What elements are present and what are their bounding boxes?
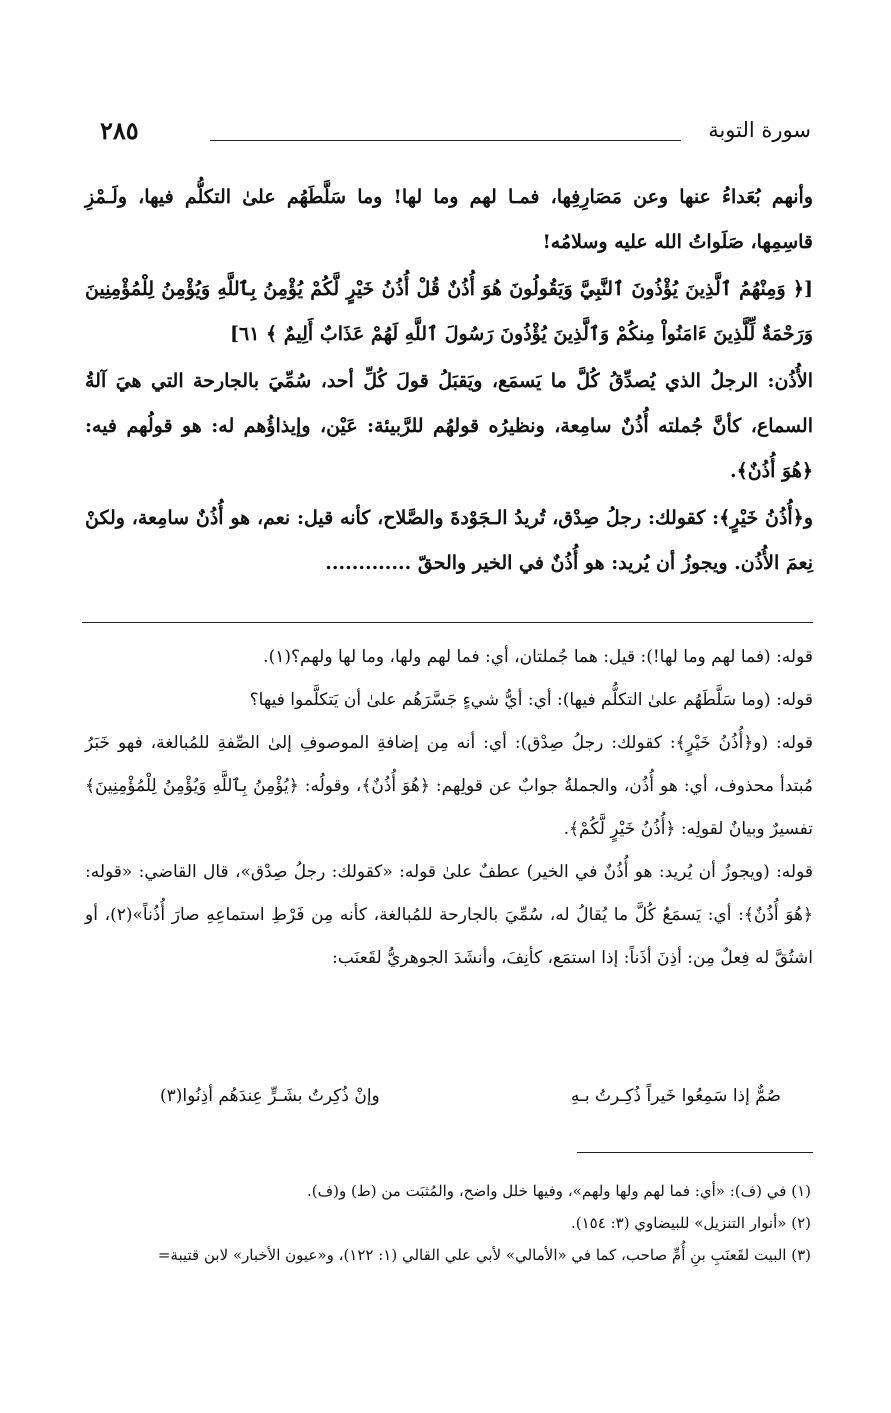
poem-hemistich-1: صُمٌّ إذا سَمِعُوا خَيراً ذُكِـرتُ بـهِ	[570, 1086, 781, 1106]
commentary-paragraph-3: قوله: (و﴿أُذُنُ خَيْرٍ﴾: كقولك: رجلُ صِدْق): أي: أنه مِن إضافةِ الموصوفِ إلىٰ الصِّفةِ للمُبالغة، فهو خَبَرُ مُبتدأ محذوف، أي: هو أُذُن، والجملةُ جوابٌ عن قولِهم: ﴿هُوَ أُذُنٌ﴾، وقولُه: ﴿يُؤْمِنُ بِٱللَّهِ وَيُؤْمِنُ لِلْمُؤْمِنِينَ﴾ تفسيرٌ وبيانٌ لقولِه: ﴿أُذُنُ خَيْرٍ لَّكُمْ﴾.	[85, 733, 813, 839]
footnote-divider	[577, 1152, 813, 1153]
commentary-paragraph-1: قوله: (فما لهم وما لها!): قيل: هما جُملتان، أي: فما لهم ولها، وما لها ولهم؟(١).	[263, 647, 813, 667]
footnote-1: (١) في (ف): «أي: فما لهم ولها ولهم»، وفيها خلل واضح، والمُثبَت من (ط) و(ف).	[307, 1182, 811, 1200]
main-text	[85, 175, 813, 586]
quran-verse: [﴿ وَمِنْهُمُ ٱلَّذِينَ يُؤْذُونَ ٱلنَّبِيَّ وَيَقُولُونَ هُوَ أُذُنٌ قُلْ أُذُنُ خَيْرٍ لَّكُمْ يُؤْمِنُ بِٱللَّهِ وَيُؤْمِنُ لِلْمُؤْمِنِينَ وَرَحْمَةٌ لِّلَّذِينَ ءَامَنُواْ مِنكُمْ وَٱلَّذِينَ يُؤْذُونَ رَسُولَ ٱللَّهِ لَهُمْ عَذَابٌ أَلِيمٌ ﴾ ٦١]	[85, 278, 813, 345]
commentary	[85, 636, 813, 980]
main-paragraph-1: وأنهم بُعَداءُ عنها وعن مَصَارِفِها، فمـا لهم وما لها! وما سَلَّطَهُم علىٰ التكلُّم فيها، ولَـمْزِ قاسِمِها، صَلَواتُ الله عليه وسلامُه!	[85, 186, 813, 253]
footnote-3: (٣) البيت لقَعنَبِ بنِ أُمِّ صاحب، كما في «الأمالي» لأبي علي القالي (١: ١٢٢)، و«عيون الأخبار» لابن قتيبة=	[157, 1246, 811, 1264]
commentary-paragraph-2: قوله: (وما سَلَّطَهُم علىٰ التكلُّم فيها): أي: أيُّ شيءٍ جَسَّرَهُم علىٰ أن يَتكلَّموا فيها؟	[249, 690, 813, 710]
commentary-paragraph-4: قوله: (ويجوزُ أن يُريد: هو أُذُنٌ في الخير) عطفٌ علىٰ قوله: «كقولك: رجلُ صِدْق»، قال القاضي: «قوله: ﴿هُوَ أُذُنٌ﴾: أي: يَسمَعُ كُلَّ ما يُقالُ له، سُمِّيَ بالجارحة للمُبالغة، كأنه مِن فَرْطِ استماعِهِ صارَ أُذُناً»(٢)، أو اشتُقَّ له فِعلٌ مِن: أذِنَ أذَناً: إذا استمَع، كأنِفَ، وأنشَدَ الجوهريُّ لقَعنَب:	[85, 862, 813, 968]
main-paragraph-2: الأُذُن: الرجلُ الذي يُصدِّقُ كُلَّ ما يَسمَع، ويَقبَلُ قولَ كُلِّ أحد، سُمِّيَ بالجارحة التي هيَ آلةُ السماع، كأنَّ جُملته أُذُنٌ سامِعة، ونظيرُه قولهُم للرَّبيئة: عَيْن، وإيذاؤُهم له: هو قولُهم فيه: ﴿هُوَ أُذُنٌ﴾.	[85, 370, 813, 482]
surah-title: سورة التوبة	[708, 118, 811, 142]
page-header	[100, 118, 811, 154]
main-paragraph-3: و﴿أُذُنُ خَيْرٍ﴾: كقولك: رجلُ صِدْق، تُريدُ الـجَوْدةَ والصَّلاح، كأنه قيل: نعم، هو أُذُنٌ سامِعة، ولكنْ نِعمَ الأُذُن. ويجوزُ أن يُريد: هو أُذُنٌ في الخير والحقّ .............	[85, 507, 813, 574]
footnotes	[85, 1175, 811, 1271]
footnote-2: (٢) «أنوار التنزيل» للبيضاوي (٣: ١٥٤).	[571, 1214, 811, 1232]
header-rule	[210, 140, 681, 141]
poem-hemistich-2: وإنْ ذُكِرتُ بشَـرٍّ عِندَهُم أذِنُوا(٣)	[160, 1086, 380, 1106]
commentary-divider	[82, 622, 813, 623]
page-number: ٢٨٥	[100, 116, 139, 145]
poem-verse	[160, 1086, 781, 1126]
